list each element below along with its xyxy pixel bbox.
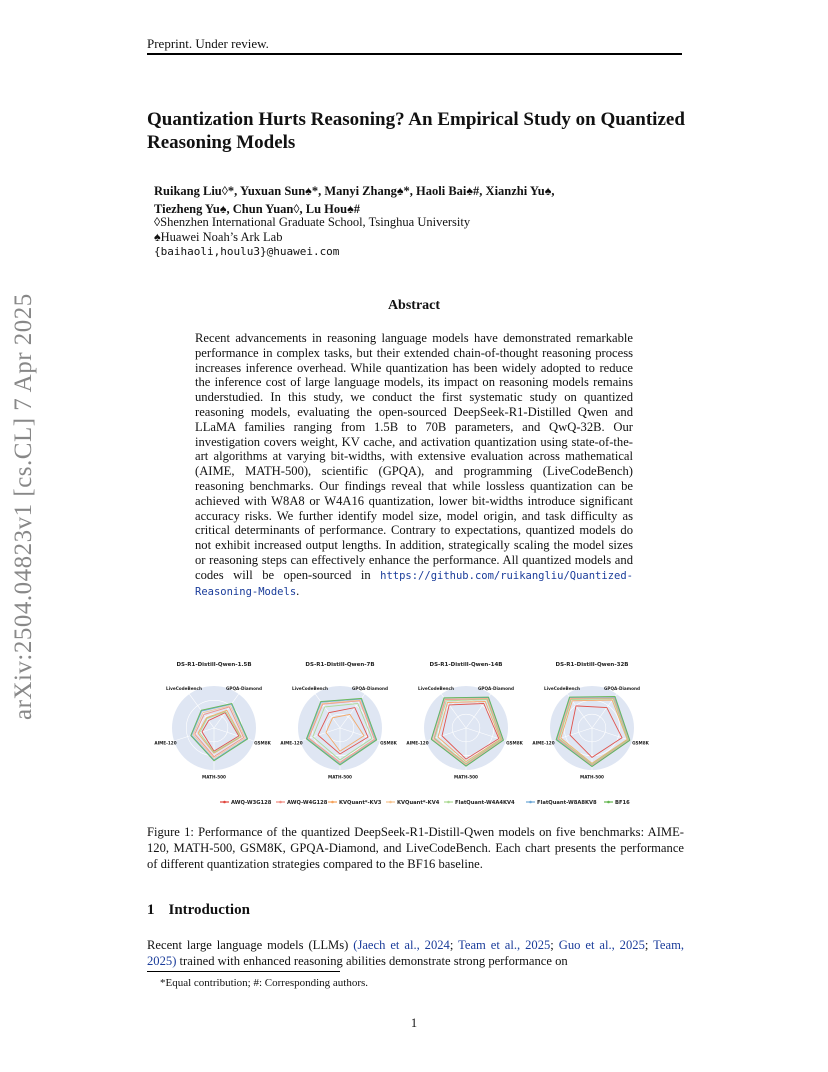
legend-item <box>604 800 630 806</box>
legend-label: KVQuant*-KV3 <box>339 799 382 806</box>
legend-item <box>526 800 597 806</box>
legend-item <box>220 800 272 806</box>
authors-line-2: Tiezheng Yu♠, Chun Yuan◊, Lu Hou♠# <box>154 202 360 216</box>
radar-chart-3 <box>406 662 523 780</box>
legend-marker <box>223 801 226 804</box>
legend-item <box>444 800 515 806</box>
citation-team-et-al[interactable]: Team et al., 2025 <box>458 938 551 952</box>
page-number: 1 <box>410 1016 418 1030</box>
section-title: Introduction <box>168 902 250 918</box>
footnote-rule <box>147 971 340 972</box>
axis-label: GPQA-Diamond <box>477 685 514 691</box>
citation-separator: ; <box>644 938 654 952</box>
axis-label: MATH-500 <box>328 774 352 780</box>
legend-marker <box>331 801 334 804</box>
axis-label: GSM8K <box>380 740 397 746</box>
contact-email: {baihaoli,houlu3}@huawei.com <box>154 245 340 258</box>
axis-label: LiveCodeBench <box>418 685 454 691</box>
affiliation-tsinghua: ◊Shenzhen International Graduate School, Tsinghua University <box>154 215 471 229</box>
legend-marker <box>447 801 450 804</box>
arxiv-stamp: arXiv:2504.04823v1 [cs.CL] 7 Apr 2025 <box>10 293 37 720</box>
radar-chart-2 <box>280 662 397 780</box>
section-number: 1 <box>147 902 155 918</box>
legend-label: AWQ-W4G128 <box>287 799 328 806</box>
axis-label: MATH-500 <box>454 774 478 780</box>
axis-label: GSM8K <box>254 740 271 746</box>
legend-label: KVQuant*-KV4 <box>397 799 440 806</box>
abstract-body: Recent advancements in reasoning language models have demonstrated remarkable performance in complex tasks, but their extended chain-of-thought reasoning process increases inference overhead. While quantization has been widely adopted to reduce the inference cost of large language models, its impact on reasoning models remains understudied. In this study, we conduct the first systematic study on quantized reasoning models, evaluating the open-sourced DeepSeek-R1-Distilled Qwen and LLaMA families ranging from 1.5B to 70B parameters, and QwQ-32B. Our investigation covers weight, KV cache, and activation quantization using state-of-the-art algorithms at varying bit-widths, with extensive evaluation across mathematical (AIME, MATH-500), scientific (GPQA), and programming (LiveCodeBench) reasoning benchmarks. Our findings reveal that while lossless quantization can be achieved with W8A8 or W4A16 quantization, lower bit-widths introduce significant accuracy risks. We further identify model size, model origin, and task difficulty as critical determinants of performance. Contrary to expectations, quantized models do not exhibit increased output lengths. In addition, strategically scaling the model sizes or reasoning steps can effectively enhance the performance. All quantized models and codes will be open-sourced in https://github.com/ruikangliu/Quantized-Reasoning-Models. <box>195 331 633 598</box>
author-list <box>154 182 674 218</box>
citation-separator: ; <box>550 938 559 952</box>
figure-caption: Figure 1: Performance of the quantized DeepSeek-R1-Distill-Qwen models on five benchmarks: AIME-120, MATH-500, GSM8K, GPQA-Diamond, and LiveCodeBench. Each chart presents the performance of different quantization strategies compared to the BF16 baseline. <box>147 825 684 871</box>
citation-team[interactable]: Team, 2025) <box>147 938 685 968</box>
abstract-text: Recent advancements in reasoning language models have demonstrated remarkable performance in complex tasks, but their extended chain-of-thought reasoning process increases inference overhead. While quantization has been widely adopted to reduce the inference cost of large language models, its impact on reasoning models remains understudied. In this study, we conduct the first systematic study on quantized reasoning models, evaluating the open-sourced DeepSeek-R1-Distilled Qwen and LLaMA families ranging from 1.5B to 70B parameters, and QwQ-32B. Our investigation covers weight, KV cache, and activation quantization using state-of-the-art algorithms at varying bit-widths, with extensive evaluation across mathematical (AIME, MATH-500), scientific (GPQA), and programming (LiveCodeBench) reasoning benchmarks. Our findings reveal that while lossless quantization can be achieved with W8A8 or W4A16 quantization, lower bit-widths introduce significant accuracy risks. We further identify model size, model origin, and task difficulty as critical determinants of performance. Contrary to expectations, quantized models do not exhibit increased output lengths. In addition, strategically scaling the model sizes or reasoning steps can effectively enhance the performance. All quantized models and codes will be open-sourced in <box>195 331 633 582</box>
repo-link[interactable]: https://github.com/ruikangliu/Quantized-Reasoning-Models <box>195 569 633 598</box>
authors-line-1: Ruikang Liu◊*, Yuxuan Sun♠*, Manyi Zhang♠*, Haoli Bai♠#, Xianzhi Yu♠, <box>154 184 555 198</box>
legend-label: FlatQuant-W8A8KV8 <box>537 799 597 806</box>
footnote: *Equal contribution; #: Corresponding authors. <box>160 977 369 989</box>
axis-label: AIME-120 <box>406 740 429 746</box>
chart-title: DS-R1-Distill-Qwen-32B <box>555 662 629 668</box>
legend-label: FlatQuant-W4A4KV4 <box>455 799 515 806</box>
legend-item <box>386 800 440 806</box>
paper-title: Quantization Hurts Reasoning? An Empirical Study on Quantized Reasoning Models <box>147 109 685 153</box>
section-heading <box>147 902 250 919</box>
axis-label: MATH-500 <box>580 774 604 780</box>
axis-label: GPQA-Diamond <box>603 685 640 691</box>
legend-marker <box>607 801 610 804</box>
axis-label: GSM8K <box>632 740 649 746</box>
running-header: Preprint. Under review. <box>147 36 269 51</box>
affiliation-huawei: ♠Huawei Noah’s Ark Lab <box>154 230 283 244</box>
citation-guo[interactable]: Guo et al., 2025 <box>558 938 645 952</box>
legend-label: BF16 <box>615 799 630 806</box>
axis-label: LiveCodeBench <box>166 685 202 691</box>
header-rule <box>147 53 682 55</box>
axis-label: LiveCodeBench <box>544 685 580 691</box>
legend-label: AWQ-W3G128 <box>231 799 272 806</box>
intro-paragraph <box>147 937 684 969</box>
intro-text-start: Recent large language models (LLMs) <box>147 938 354 952</box>
axis-label: AIME-120 <box>280 740 303 746</box>
legend-marker <box>389 801 392 804</box>
chart-title: DS-R1-Distill-Qwen-7B <box>305 662 375 668</box>
legend-item <box>328 800 382 806</box>
axis-label: GSM8K <box>506 740 523 746</box>
abstract-heading: Abstract <box>387 298 441 313</box>
chart-title: DS-R1-Distill-Qwen-14B <box>429 662 503 668</box>
axis-label: AIME-120 <box>154 740 177 746</box>
citation-separator: ; <box>449 938 459 952</box>
axis-label: GPQA-Diamond <box>225 685 262 691</box>
chart-title: DS-R1-Distill-Qwen-1.5B <box>176 662 252 668</box>
intro-text-end: trained with enhanced reasoning abilities demonstrate strong performance on <box>176 954 568 968</box>
radar-chart-1 <box>154 662 271 780</box>
radar-chart-4 <box>532 662 649 780</box>
axis-label: LiveCodeBench <box>292 685 328 691</box>
axis-label: GPQA-Diamond <box>351 685 388 691</box>
citation-jaech[interactable]: (Jaech et al., 2024 <box>353 938 450 952</box>
axis-label: AIME-120 <box>532 740 555 746</box>
legend-item <box>276 800 328 806</box>
legend-marker <box>279 801 282 804</box>
legend-marker <box>529 801 532 804</box>
figure-1-radar-charts <box>148 656 682 816</box>
axis-label: MATH-500 <box>202 774 226 780</box>
